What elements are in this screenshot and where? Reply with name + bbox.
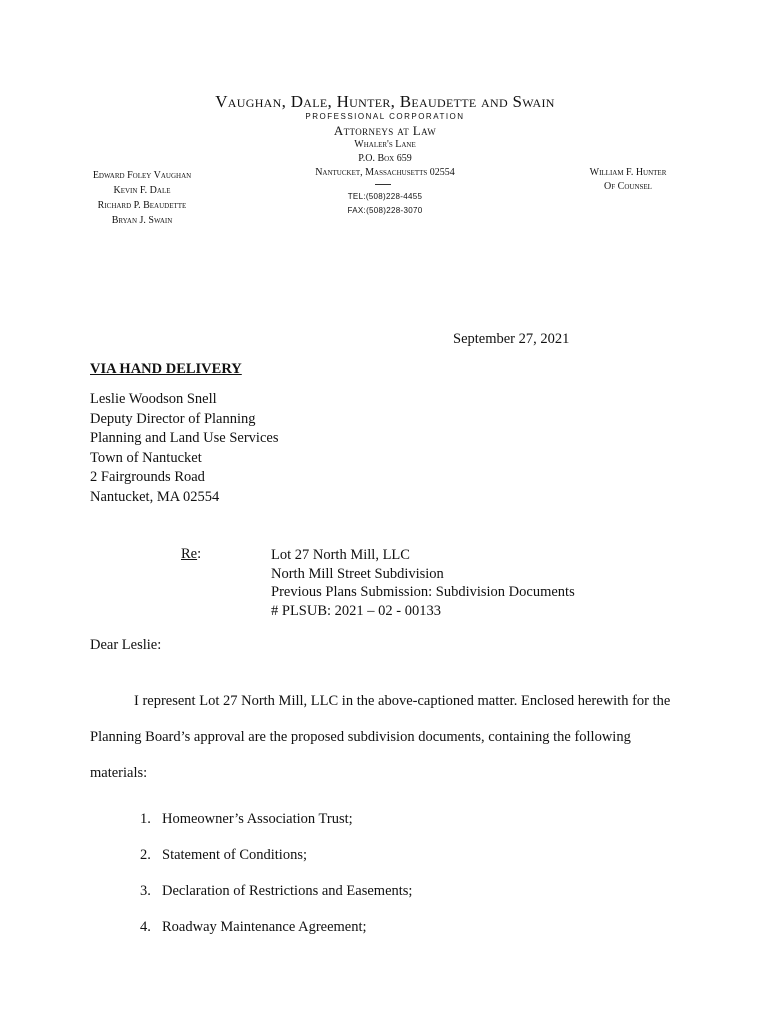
recipient-line: 2 Fairgrounds Road [90, 469, 205, 486]
recipient-address [90, 390, 278, 508]
partner-name: Edward Foley Vaughan [92, 170, 192, 181]
list-text: Statement of Conditions; [162, 847, 307, 863]
recipient-line: Nantucket, MA 02554 [90, 488, 220, 505]
re-line: # PLSUB: 2021 – 02 - 00133 [271, 602, 441, 619]
re-line: Lot 27 North Mill, LLC [271, 547, 410, 563]
list-text: Declaration of Restrictions and Easements; [162, 883, 413, 899]
counsel-title: Of Counsel [604, 181, 652, 192]
partner-name: Bryan J. Swain [111, 215, 173, 226]
recipient-line: Town of Nantucket [90, 449, 202, 466]
re-line: Previous Plans Submission: Subdivision Documents [271, 584, 575, 600]
recipient-line: Leslie Woodson Snell [90, 391, 217, 407]
materials-list [140, 801, 412, 945]
salutation: Dear Leslie: [90, 637, 162, 653]
firm-name: Vaughan, Dale, Hunter, Beaudette and Swain [215, 92, 555, 111]
address-street: Whaler's Lane [354, 139, 416, 150]
body-paragraph [90, 683, 690, 791]
re-label [181, 546, 201, 563]
delivery-method: VIA HAND DELIVERY [90, 361, 242, 377]
list-number: 3. [140, 883, 151, 899]
counsel-name: William F. Hunter [589, 167, 667, 178]
re-subject [271, 546, 575, 620]
partner-name: Kevin F. Dale [113, 185, 171, 196]
recipient-line: Deputy Director of Planning [90, 410, 256, 427]
list-item [140, 873, 412, 909]
address-city: Nantucket, Massachusetts 02554 [315, 167, 455, 178]
attorneys-at-law: Attorneys at Law [333, 123, 437, 138]
list-number: 1. [140, 811, 151, 827]
re-line: North Mill Street Subdivision [271, 565, 444, 582]
letter-date: September 27, 2021 [453, 331, 570, 347]
re-label-text: Re [181, 546, 198, 562]
fax: FAX:(508)228-3070 [347, 206, 423, 215]
list-number: 2. [140, 847, 151, 863]
list-text: Homeowner’s Association Trust; [162, 811, 353, 827]
recipient-line: Planning and Land Use Services [90, 430, 279, 447]
address-pobox: P.O. Box 659 [358, 153, 412, 164]
paragraph-text: I represent Lot 27 North Mill, LLC in the above-captioned matter. Enclosed herewith for the Planning Board’s approval are the proposed subdivision documents, containing the following materials: [90, 693, 671, 781]
of-counsel-block [568, 166, 688, 194]
list-text: Roadway Maintenance Agreement; [162, 919, 367, 935]
telephone: TEL:(508)228-4455 [347, 192, 423, 201]
re-colon: : [197, 546, 202, 562]
list-item [140, 909, 412, 945]
partner-name: Richard P. Beaudette [97, 200, 187, 211]
professional-corporation: PROFESSIONAL CORPORATION [305, 112, 465, 121]
letterhead-divider [375, 184, 391, 185]
list-item [140, 801, 412, 837]
list-number: 4. [140, 919, 151, 935]
list-item [140, 837, 412, 873]
partners-list [62, 168, 222, 228]
